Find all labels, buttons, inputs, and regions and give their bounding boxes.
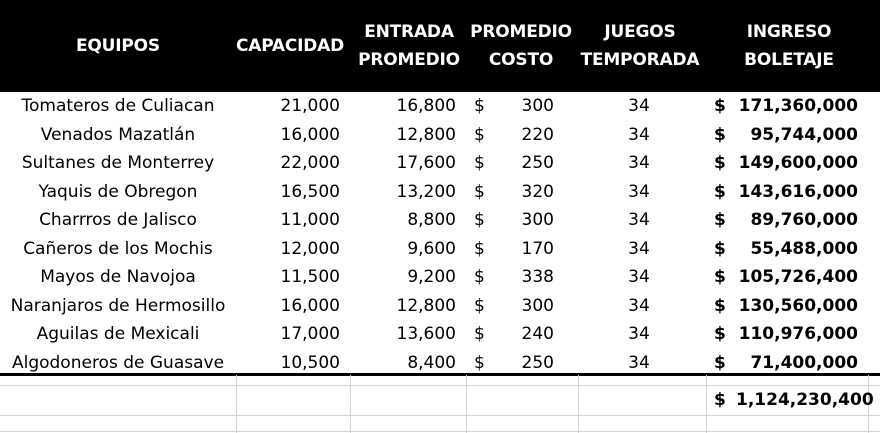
grid-line — [350, 375, 351, 433]
entrada-cell[interactable]: 13,200 — [396, 181, 456, 202]
currency-sign[interactable]: $ — [474, 295, 485, 316]
entrada-cell[interactable]: 12,800 — [396, 295, 456, 316]
ingreso-cell[interactable]: 71,400,000 — [750, 352, 858, 373]
ingreso-cell[interactable]: 149,600,000 — [738, 153, 858, 173]
header-entrada-promedio[interactable] — [350, 0, 468, 92]
header-equipos-l1: EQUIPOS — [76, 36, 160, 56]
team-name[interactable]: Mayos de Navojoa — [40, 267, 196, 287]
ingreso-cell[interactable]: 105,726,400 — [738, 267, 858, 287]
header-ingreso-l1: INGRESO — [746, 22, 832, 42]
ingreso-currency-sign[interactable]: $ — [714, 238, 726, 259]
ingreso-cell[interactable]: 55,488,000 — [750, 238, 858, 259]
juegos-cell[interactable]: 34 — [628, 352, 650, 373]
costo-cell[interactable]: 300 — [521, 295, 554, 316]
ingreso-currency-sign[interactable]: $ — [714, 124, 726, 145]
total-row-grid — [0, 375, 880, 433]
currency-sign[interactable]: $ — [474, 181, 485, 202]
header-entrada-l2: PROMEDIO — [358, 50, 460, 70]
table-row — [0, 178, 880, 207]
juegos-cell[interactable]: 34 — [628, 153, 650, 173]
currency-sign[interactable]: $ — [474, 324, 485, 344]
team-name[interactable]: Cañeros de los Mochis — [23, 238, 213, 259]
capacidad-cell[interactable]: 16,000 — [280, 295, 340, 316]
entrada-cell[interactable]: 16,800 — [396, 96, 456, 116]
capacidad-cell[interactable]: 10,500 — [280, 352, 340, 373]
header-juegos-l2: TEMPORADA — [580, 50, 700, 70]
header-juegos-temporada[interactable] — [578, 0, 702, 92]
table-row — [0, 263, 880, 292]
team-name[interactable]: Aguilas de Mexicali — [36, 324, 200, 344]
total-currency[interactable]: $ — [714, 390, 726, 410]
juegos-cell[interactable]: 34 — [628, 267, 650, 287]
header-entrada-l1: ENTRADA — [364, 22, 454, 42]
ingreso-currency-sign[interactable]: $ — [714, 96, 726, 116]
grid-line — [236, 375, 237, 433]
ingreso-cell[interactable]: 95,744,000 — [750, 124, 858, 145]
juegos-cell[interactable]: 34 — [628, 295, 650, 316]
juegos-cell[interactable]: 34 — [628, 124, 650, 145]
currency-sign[interactable]: $ — [474, 153, 485, 173]
costo-cell[interactable]: 240 — [521, 324, 554, 344]
grid-line — [0, 431, 880, 432]
ingreso-currency-sign[interactable]: $ — [714, 295, 726, 316]
grid-line — [466, 375, 467, 433]
total-ingreso[interactable]: 1,124,230,400 — [736, 390, 874, 410]
ingreso-currency-sign[interactable]: $ — [714, 153, 726, 173]
table-row — [0, 235, 880, 264]
entrada-cell[interactable]: 12,800 — [396, 124, 456, 145]
entrada-cell[interactable]: 8,400 — [407, 352, 456, 373]
header-costo-l2: COSTO — [488, 50, 554, 70]
table-row — [0, 320, 880, 349]
ingreso-cell[interactable]: 110,976,000 — [738, 324, 858, 344]
ingreso-currency-sign[interactable]: $ — [714, 181, 726, 202]
juegos-cell[interactable]: 34 — [628, 238, 650, 259]
currency-sign[interactable]: $ — [474, 267, 485, 287]
costo-cell[interactable]: 220 — [521, 124, 554, 145]
ingreso-cell[interactable]: 130,560,000 — [738, 295, 858, 316]
table-row — [0, 92, 880, 121]
costo-cell[interactable]: 320 — [521, 181, 554, 202]
costo-cell[interactable]: 300 — [521, 96, 554, 116]
ingreso-currency-sign[interactable]: $ — [714, 267, 726, 287]
currency-sign[interactable]: $ — [474, 210, 485, 230]
header-capacidad[interactable] — [236, 0, 344, 92]
juegos-cell[interactable]: 34 — [628, 96, 650, 116]
costo-cell[interactable]: 338 — [521, 267, 554, 287]
capacidad-cell[interactable]: 16,000 — [280, 124, 340, 145]
currency-sign[interactable]: $ — [474, 96, 485, 116]
juegos-cell[interactable]: 34 — [628, 210, 650, 230]
capacidad-cell[interactable]: 22,000 — [280, 153, 340, 173]
team-name[interactable]: Algodoneros de Guasave — [11, 352, 225, 373]
entrada-cell[interactable]: 9,200 — [407, 267, 456, 287]
currency-sign[interactable]: $ — [474, 352, 485, 373]
table-row — [0, 206, 880, 235]
table-row — [0, 149, 880, 178]
header-row — [0, 0, 880, 92]
ingreso-cell[interactable]: 89,760,000 — [750, 210, 858, 230]
header-ingreso-l2: BOLETAJE — [744, 50, 834, 70]
ingreso-cell[interactable]: 143,616,000 — [738, 181, 858, 202]
capacidad-cell[interactable]: 21,000 — [280, 96, 340, 116]
header-promedio-costo[interactable] — [466, 0, 576, 92]
team-name[interactable]: Naranjaros de Hermosillo — [10, 295, 226, 316]
capacidad-cell[interactable]: 16,500 — [280, 181, 340, 202]
entrada-cell[interactable]: 9,600 — [407, 238, 456, 259]
juegos-cell[interactable]: 34 — [628, 324, 650, 344]
team-name[interactable]: Charrros de Jalisco — [39, 210, 197, 230]
header-capacidad-l1: CAPACIDAD — [235, 36, 345, 56]
grid-line — [0, 415, 880, 416]
ingreso-currency-sign[interactable]: $ — [714, 324, 726, 344]
table-row — [0, 121, 880, 150]
costo-cell[interactable]: 250 — [521, 153, 554, 173]
capacidad-cell[interactable]: 11,000 — [280, 210, 340, 230]
costo-cell[interactable]: 250 — [521, 352, 554, 373]
grid-line — [706, 375, 707, 433]
capacidad-cell[interactable]: 12,000 — [280, 238, 340, 259]
header-costo-l1: PROMEDIO — [470, 22, 572, 42]
team-name[interactable]: Yaquis de Obregon — [38, 181, 198, 202]
ingreso-cell[interactable]: 171,360,000 — [738, 96, 858, 116]
costo-cell[interactable]: 170 — [521, 238, 554, 259]
capacidad-cell[interactable]: 17,000 — [280, 324, 340, 344]
entrada-cell[interactable]: 8,800 — [407, 210, 456, 230]
ingreso-currency-sign[interactable]: $ — [714, 210, 726, 230]
ingreso-currency-sign[interactable]: $ — [714, 352, 726, 373]
entrada-cell[interactable]: 13,600 — [396, 324, 456, 344]
header-equipos[interactable] — [0, 0, 236, 92]
team-name[interactable]: Sultanes de Monterrey — [21, 153, 215, 173]
table-row — [0, 292, 880, 321]
capacidad-cell[interactable]: 11,500 — [280, 267, 340, 287]
header-ingreso-boletaje[interactable] — [712, 0, 866, 92]
costo-cell[interactable]: 300 — [521, 210, 554, 230]
team-name[interactable]: Tomateros de Culiacan — [21, 96, 215, 116]
currency-sign[interactable]: $ — [474, 124, 485, 145]
header-juegos-l1: JUEGOS — [604, 22, 676, 42]
entrada-cell[interactable]: 17,600 — [396, 153, 456, 173]
grid-line — [578, 375, 579, 433]
currency-sign[interactable]: $ — [474, 238, 485, 259]
team-name[interactable]: Venados Mazatlán — [40, 124, 196, 145]
juegos-cell[interactable]: 34 — [628, 181, 650, 202]
